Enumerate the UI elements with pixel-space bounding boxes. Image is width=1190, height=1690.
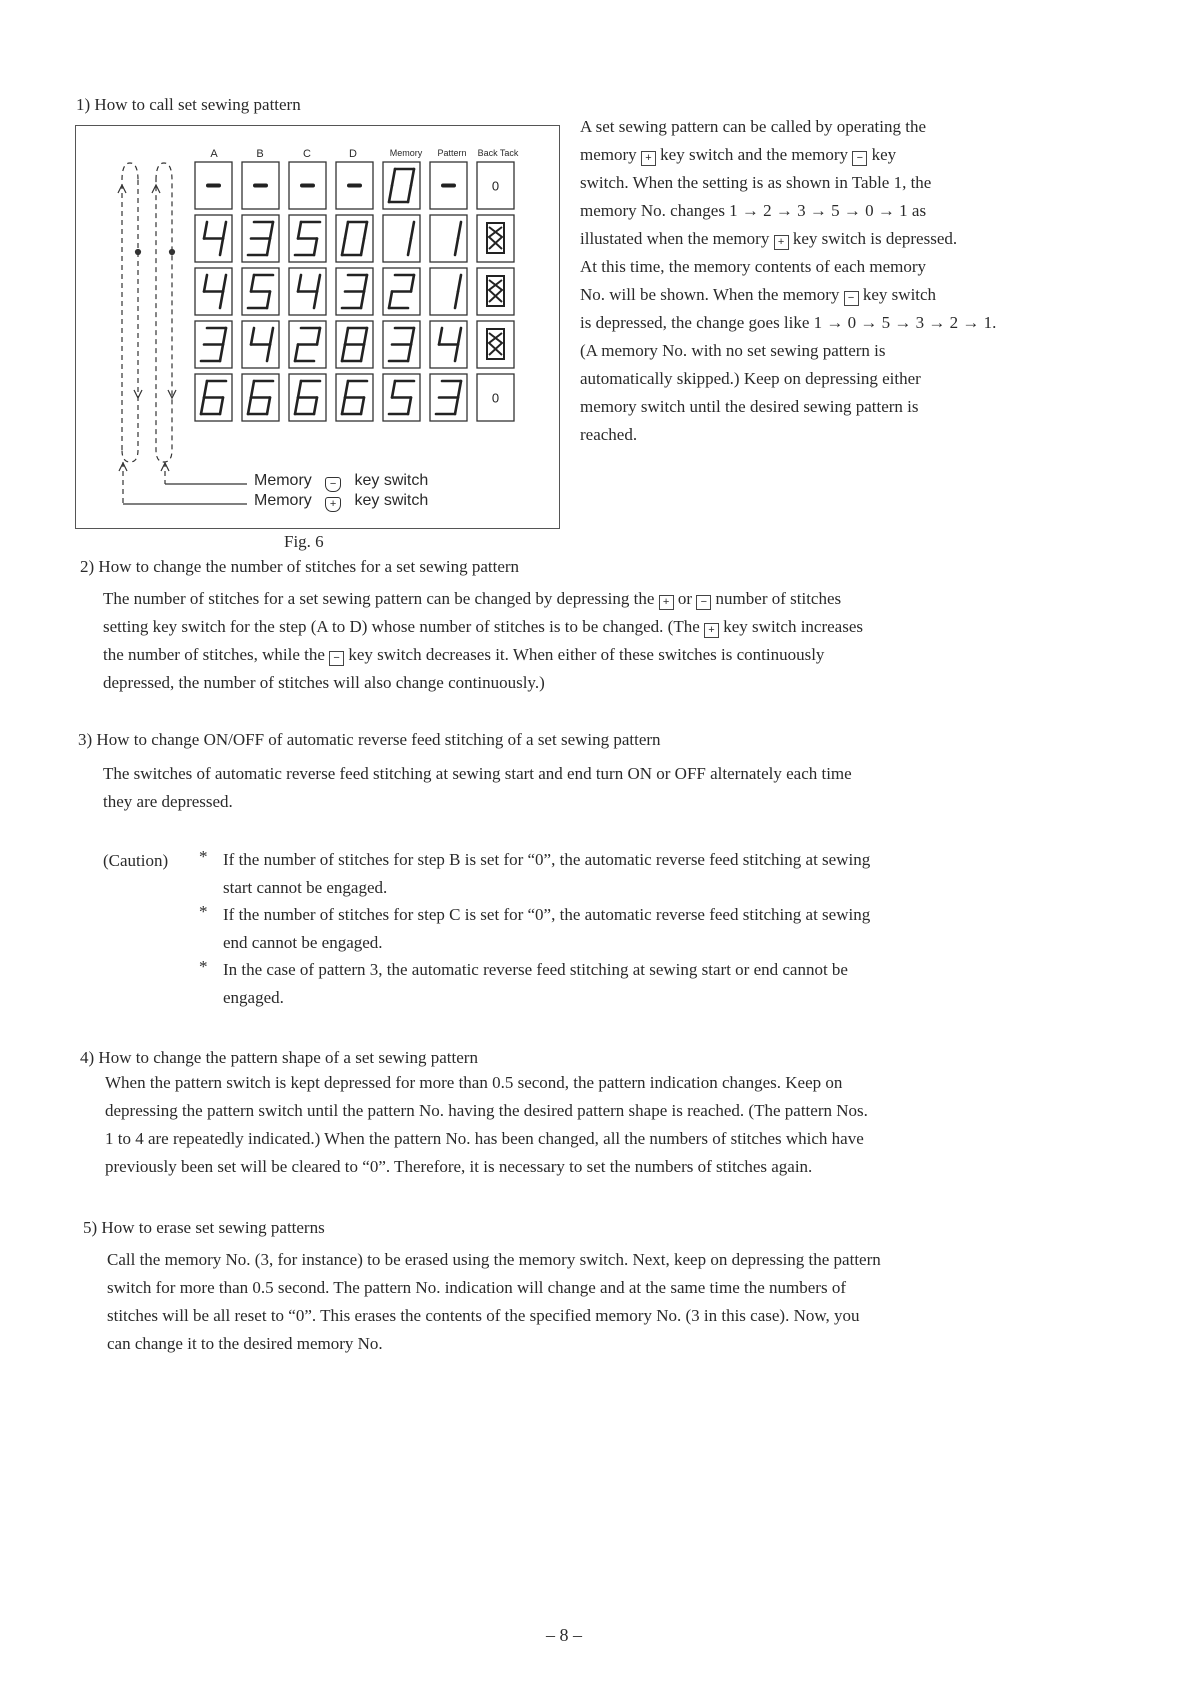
plus-key-icon: + (774, 235, 789, 250)
text-line: Call the memory No. (3, for instance) to be erased using the memory switch. Next, keep on depressing the pattern (107, 1250, 881, 1269)
section-5-heading: 5) How to erase set sewing patterns (83, 1218, 325, 1237)
caution-bullet-1: * (199, 847, 208, 866)
section-3-body (103, 760, 1083, 816)
legend-memory-plus (254, 492, 428, 512)
figure-caption: Fig. 6 (284, 532, 324, 551)
caution-3-line-2: engaged. (223, 988, 284, 1007)
display-cell (289, 215, 326, 262)
display-cell (383, 215, 420, 262)
outer-loop-arrow (122, 163, 138, 450)
display-cell (242, 162, 279, 209)
plus-key-icon: + (704, 623, 719, 638)
display-cell (336, 374, 373, 421)
text-line: illustated when the memory + key switch is depressed. (580, 229, 958, 248)
display-cell (430, 268, 467, 315)
display-cell (195, 162, 232, 209)
back-tack-zero: 0 (491, 390, 500, 406)
text-line: 1 to 4 are repeatedly indicated.) When the pattern No. has been changed, all the numbers of stitches which have (105, 1129, 864, 1148)
text-line: switch. When the setting is as shown in Table 1, the (580, 173, 932, 192)
text-line: reached. (580, 425, 638, 444)
minus-key-icon: − (844, 291, 859, 306)
display-cell (430, 321, 467, 368)
display-cell (430, 162, 467, 209)
text-line: memory No. changes 1 → 2 → 3 → 5 → 0 → 1 as (580, 201, 927, 220)
display-cell (195, 321, 232, 368)
display-cell (289, 374, 326, 421)
section-2-body (103, 585, 1083, 697)
seven-segment-display-grid (0, 0, 600, 540)
text-line: depressed, the number of stitches will also change continuously.) (103, 673, 545, 692)
caution-1-line-2: start cannot be engaged. (223, 878, 388, 897)
text-line: is depressed, the change goes like 1 → 0 → 5 → 3 → 2 → 1. (580, 313, 997, 332)
text-line: The number of stitches for a set sewing pattern can be changed by depressing the + or − number of stitches (103, 589, 842, 608)
display-cell (289, 268, 326, 315)
legend-memory-minus (254, 472, 428, 492)
text-line: depressing the pattern switch until the pattern No. having the desired pattern shape is reached. (The pattern Nos. (105, 1101, 868, 1120)
caution-item-3 (223, 956, 1083, 1012)
text-line: can change it to the desired memory No. (107, 1334, 383, 1353)
text-line: the number of stitches, while the − key switch decreases it. When either of these switches is continuously (103, 645, 825, 664)
legend-memory-plus-suffix: key switch (354, 492, 429, 509)
plus-key-icon: + (659, 595, 674, 610)
display-cell (430, 374, 467, 421)
legend-memory-plus-label: Memory (254, 492, 312, 509)
section-1-description (580, 113, 1040, 449)
caution-bullet-2: * (199, 902, 208, 921)
caution-item-1 (223, 846, 1083, 902)
page-number: – 8 – (546, 1625, 582, 1645)
display-cell (477, 268, 514, 315)
section-2-heading: 2) How to change the number of stitches for a set sewing pattern (80, 557, 520, 576)
text-line: they are depressed. (103, 792, 233, 811)
caution-3-line-1: In the case of pattern 3, the automatic reverse feed stitching at sewing start or end cannot be (223, 960, 848, 979)
display-cell (477, 321, 514, 368)
display-cell (383, 321, 420, 368)
section-3-heading: 3) How to change ON/OFF of automatic reverse feed stitching of a set sewing pattern (78, 730, 661, 749)
minus-key-icon: − (329, 651, 344, 666)
display-cell (242, 321, 279, 368)
back-tack-zero: 0 (491, 178, 500, 194)
display-cell (242, 374, 279, 421)
inner-loop-arrow (156, 163, 172, 462)
display-cell (477, 162, 514, 209)
text-line: previously been set will be cleared to “0”. Therefore, it is necessary to set the numbers of stitches again. (105, 1157, 813, 1176)
display-cell (195, 268, 232, 315)
col-label-d: D (349, 148, 357, 160)
text-line: (A memory No. with no set sewing pattern is (580, 341, 886, 360)
display-cell (336, 215, 373, 262)
col-label-memory: Memory (389, 148, 423, 158)
minus-key-icon: − (852, 151, 867, 166)
legend-memory-minus-label: Memory (254, 472, 312, 489)
display-cell (289, 321, 326, 368)
section-4-body (105, 1069, 1085, 1181)
text-line: At this time, the memory contents of each memory (580, 257, 927, 276)
memory-plus-key-icon: + (325, 497, 341, 512)
section-5-body (107, 1246, 1087, 1358)
display-cell (477, 374, 514, 421)
caution-item-2 (223, 901, 1083, 957)
text-line: memory switch until the desired sewing pattern is (580, 397, 919, 416)
text-line: The switches of automatic reverse feed stitching at sewing start and end turn ON or OFF alternately each time (103, 764, 852, 783)
minus-key-icon: − (696, 595, 711, 610)
memory-minus-key-icon: − (325, 477, 341, 492)
caution-1-line-1: If the number of stitches for step B is set for “0”, the automatic reverse feed stitching at sewing (223, 850, 871, 869)
section-4-heading: 4) How to change the pattern shape of a set sewing pattern (80, 1048, 478, 1067)
display-cell (336, 321, 373, 368)
col-label-a: A (210, 148, 218, 160)
display-cell (195, 374, 232, 421)
display-cell (336, 268, 373, 315)
display-cell (477, 215, 514, 262)
section-1-heading: 1) How to call set sewing pattern (76, 95, 301, 114)
display-cell (383, 162, 420, 209)
display-cell (289, 162, 326, 209)
col-label-c: C (303, 148, 311, 160)
text-line: automatically skipped.) Keep on depressing either (580, 369, 921, 388)
plus-key-icon: + (641, 151, 656, 166)
display-cell (383, 374, 420, 421)
text-line: memory + key switch and the memory − key (580, 145, 897, 164)
display-cell (430, 215, 467, 262)
text-line: A set sewing pattern can be called by operating the (580, 117, 927, 136)
display-cell (336, 162, 373, 209)
display-cell (383, 268, 420, 315)
display-cell (242, 268, 279, 315)
text-line: setting key switch for the step (A to D) whose number of stitches is to be changed. (The + key switch increases (103, 617, 863, 636)
col-label-pattern: Pattern (437, 148, 467, 158)
caution-bullet-3: * (199, 957, 208, 976)
caution-label: (Caution) (103, 851, 169, 870)
display-cell (242, 215, 279, 262)
text-line: When the pattern switch is kept depressed for more than 0.5 second, the pattern indication changes. Keep on (105, 1073, 843, 1092)
text-line: switch for more than 0.5 second. The pattern No. indication will change and at the same time the numbers of (107, 1278, 846, 1297)
display-cell (195, 215, 232, 262)
col-label-back-tack: Back Tack (477, 148, 519, 158)
text-line: No. will be shown. When the memory − key switch (580, 285, 937, 304)
text-line: stitches will be all reset to “0”. This erases the contents of the specified memory No. (3 in this case). Now, you (107, 1306, 860, 1325)
caution-2-line-1: If the number of stitches for step C is set for “0”, the automatic reverse feed stitching at sewing (223, 905, 871, 924)
legend-memory-minus-suffix: key switch (354, 472, 429, 489)
caution-2-line-2: end cannot be engaged. (223, 933, 383, 952)
col-label-b: B (256, 148, 264, 160)
